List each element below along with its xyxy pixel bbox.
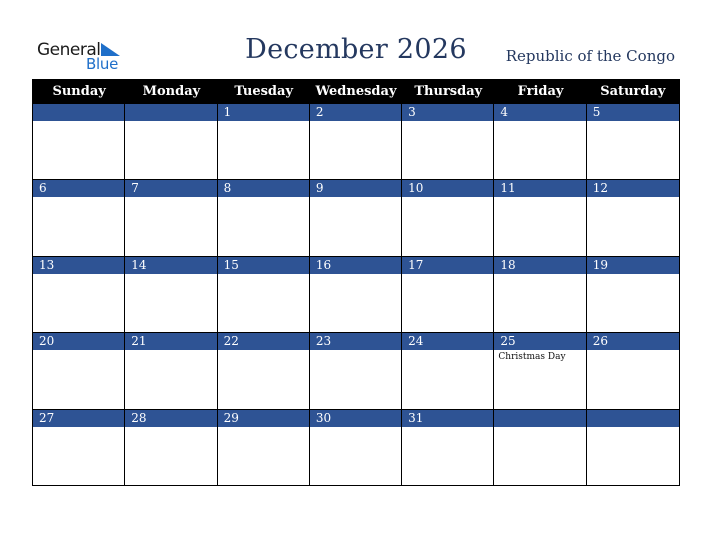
day-cell: [494, 179, 586, 255]
day-cell: [310, 256, 402, 332]
day-number: 31: [402, 410, 493, 427]
day-number: 29: [218, 410, 309, 427]
weekday-header: Saturday: [587, 80, 679, 103]
day-number: 17: [402, 257, 493, 274]
day-number: [494, 410, 585, 427]
day-cell: [125, 103, 217, 179]
day-cell: [125, 179, 217, 255]
day-cell: [402, 332, 494, 408]
weekday-header: Friday: [494, 80, 586, 103]
day-number: [587, 410, 679, 427]
weekday-header: Thursday: [402, 80, 494, 103]
day-cell: [587, 409, 679, 485]
day-number: 30: [310, 410, 401, 427]
day-number: 11: [494, 180, 585, 197]
day-number: 25: [494, 333, 585, 350]
day-number: 13: [33, 257, 124, 274]
day-number: 22: [218, 333, 309, 350]
day-cell: [587, 332, 679, 408]
day-cell: [310, 332, 402, 408]
day-cell: [125, 409, 217, 485]
logo-word-general: General: [37, 40, 101, 60]
day-cell: [310, 179, 402, 255]
day-number: 28: [125, 410, 216, 427]
day-number: 7: [125, 180, 216, 197]
day-cell: [125, 332, 217, 408]
day-number: [125, 104, 216, 121]
day-cell: [33, 409, 125, 485]
day-number: 1: [218, 104, 309, 121]
day-cell: [218, 332, 310, 408]
day-number: 9: [310, 180, 401, 197]
day-number: 16: [310, 257, 401, 274]
day-number: 6: [33, 180, 124, 197]
day-cell: [494, 103, 586, 179]
day-cell: [33, 332, 125, 408]
day-cell: [402, 103, 494, 179]
day-number: 23: [310, 333, 401, 350]
day-cell: [402, 409, 494, 485]
day-cell: [33, 103, 125, 179]
day-number: 5: [587, 104, 679, 121]
logo-word-blue: Blue: [86, 55, 118, 73]
day-number: 10: [402, 180, 493, 197]
day-cell: [587, 103, 679, 179]
day-number: 19: [587, 257, 679, 274]
weekday-header: Tuesday: [218, 80, 310, 103]
holiday-label: Christmas Day: [498, 352, 566, 363]
day-number: 12: [587, 180, 679, 197]
country-name: Republic of the Congo: [505, 47, 675, 65]
day-cell: [33, 179, 125, 255]
weekday-header: Monday: [125, 80, 217, 103]
day-cell: [494, 332, 586, 408]
calendar-title: December 2026: [245, 34, 467, 65]
day-cell: [402, 179, 494, 255]
day-cell: [587, 179, 679, 255]
day-number: 24: [402, 333, 493, 350]
day-number: 14: [125, 257, 216, 274]
day-number: [33, 104, 124, 121]
day-cell: [310, 103, 402, 179]
day-number: 18: [494, 257, 585, 274]
day-number: 27: [33, 410, 124, 427]
day-cell: [402, 256, 494, 332]
calendar-grid: [32, 79, 680, 486]
day-number: 21: [125, 333, 216, 350]
weekday-header: Wednesday: [310, 80, 402, 103]
day-number: 3: [402, 104, 493, 121]
day-cell: [125, 256, 217, 332]
day-cell: [218, 409, 310, 485]
day-cell: [310, 409, 402, 485]
day-cell: [33, 256, 125, 332]
day-number: 4: [494, 104, 585, 121]
day-cell: [494, 409, 586, 485]
day-number: 8: [218, 180, 309, 197]
weekday-header: Sunday: [33, 80, 125, 103]
day-cell: [218, 256, 310, 332]
day-cell: [587, 256, 679, 332]
day-cell: [218, 103, 310, 179]
day-number: 15: [218, 257, 309, 274]
day-number: 20: [33, 333, 124, 350]
day-cell: [218, 179, 310, 255]
day-number: 2: [310, 104, 401, 121]
day-number: 26: [587, 333, 679, 350]
day-cell: [494, 256, 586, 332]
